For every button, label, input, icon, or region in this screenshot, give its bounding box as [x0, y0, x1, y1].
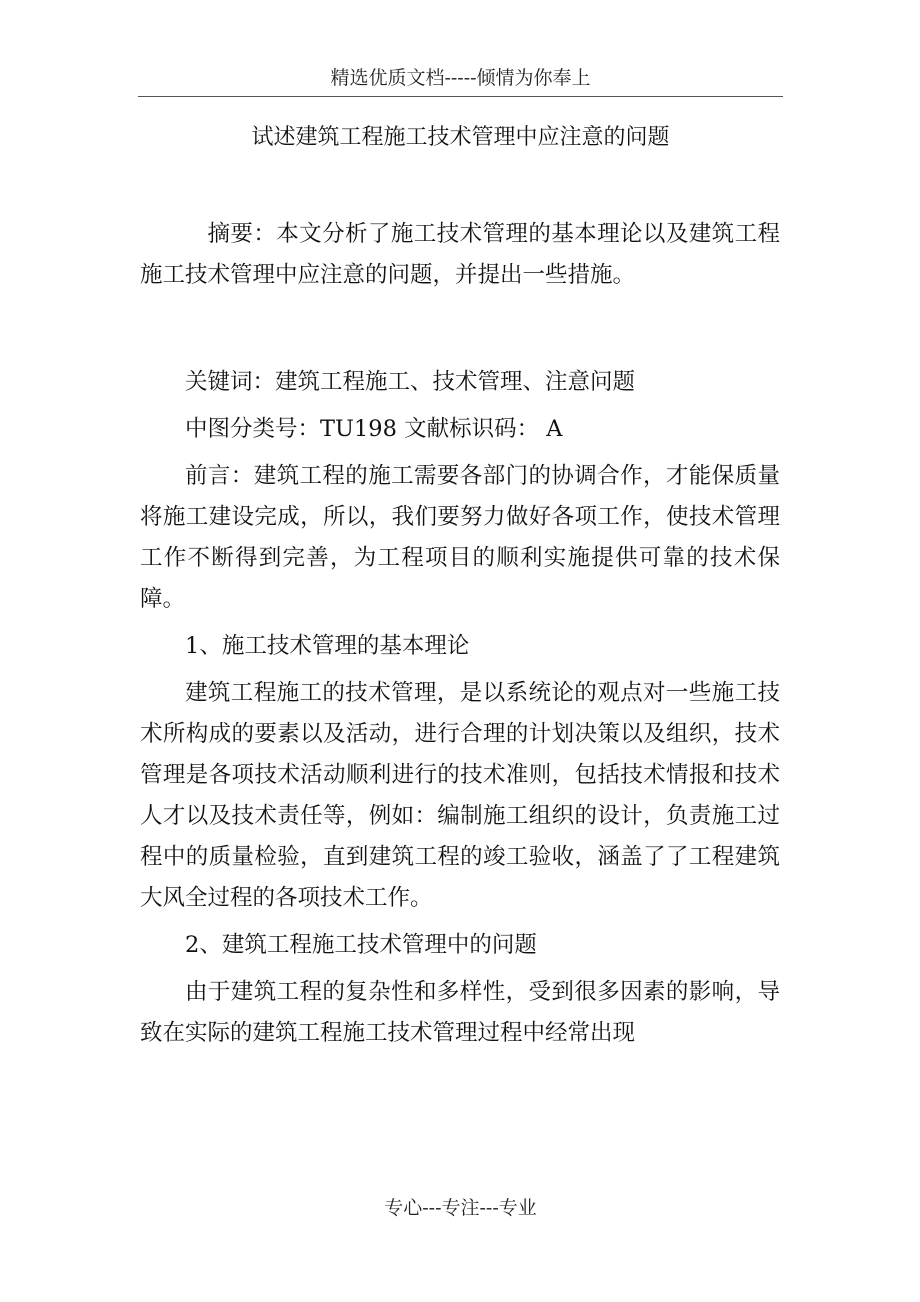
section-1-paragraph: 建筑工程施工的技术管理，是以系统论的观点对一些施工技术所构成的要素以及活动，进行合理的计划决策以及组织，技术管理是各项技术活动顺利进行的技术准则，包括技术情报和技术人才以及技术责任等，例如：编制施工组织的设计，负责施工过程中的质量检验，直到建筑工程的竣工验收，涵盖了了工程建筑大风全过程的各项技术工作。: [140, 680, 780, 911]
section-2-heading: 2、建筑工程施工技术管理中的问题: [185, 932, 537, 958]
section-2-paragraph: 由于建筑工程的复杂性和多样性，受到很多因素的影响，导致在实际的建筑工程施工技术管理过程中经常出现: [140, 979, 780, 1046]
document-title: 试述建筑工程施工技术管理中应注意的问题: [251, 125, 670, 150]
section-1-heading: 1、施工技术管理的基本理论: [185, 633, 470, 659]
keywords-line: 关键词：建筑工程施工、技术管理、注意问题: [185, 369, 636, 395]
preface-paragraph: 前言：建筑工程的施工需要各部门的协调合作，才能保质量将施工建设完成，所以，我们要努力做好各项工作，使技术管理工作不断得到完善，为工程项目的顺利实施提供可靠的技术保障。: [140, 463, 780, 612]
classification-line: 中图分类号：TU198 文献标识码： A: [185, 416, 563, 442]
document-body: [140, 214, 780, 1060]
abstract-paragraph: 摘要：本文分析了施工技术管理的基本理论以及建筑工程施工技术管理中应注意的问题，并提出一些措施。: [140, 221, 780, 288]
page-header: 精选优质文档-----倾情为你奉上: [330, 67, 591, 89]
header-divider: [138, 96, 783, 97]
page-footer: 专心---专注---专业: [384, 1197, 537, 1219]
